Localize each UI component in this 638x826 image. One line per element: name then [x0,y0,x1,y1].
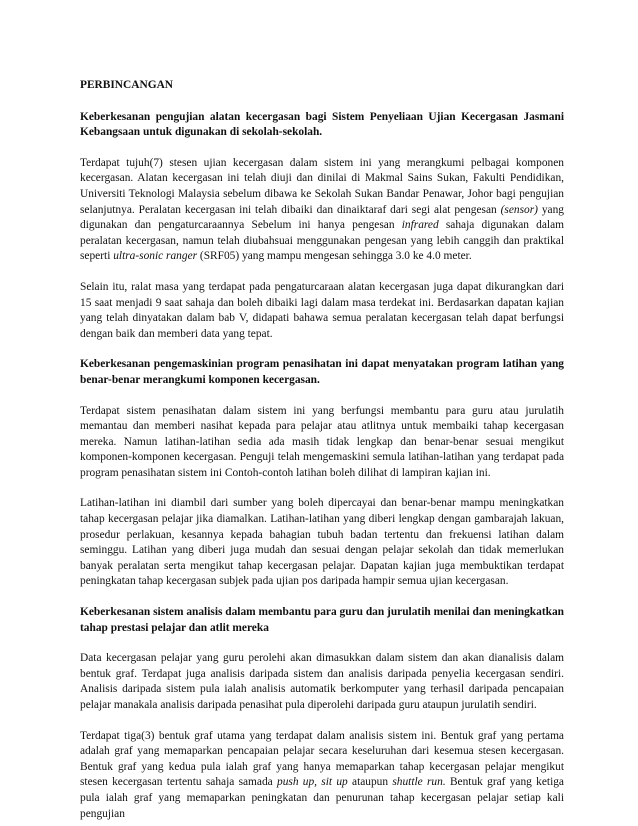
section-heading-1: Keberkesanan pengujian alatan kecergasan bagi Sistem Penyeliaan Ujian Kecergasan Jasmani Kebangsaan untuk digunakan di sekolah-sekolah. [80,110,564,139]
section-2-paragraph-2: Latihan-latihan ini diambil dari sumber yang boleh dipercayai dan benar-benar mampu meningkatkan tahap kecergasan pelajar jika diamalkan. Latihan-latihan yang diberi lengkap dengan gambarajah lakuan, prosedur perlakuan, kesannya kepada bahagian tubuh badan tertentu dan frekuensi latihan dalam seminggu. Latihan yang diberi juga mudah dan sesuai dengan pelajar sekolah dan tidak memerlukan banyak peralatan serta mengikut tahap kecergasan pelajar. Dapatan kajian juga membuktikan terdapat peningkatan tahap kecergasan subjek pada ujian pos daripada hampir semua ujian kecergasan. [80,497,564,588]
section-2-paragraph-1: Terdapat sistem penasihatan dalam sistem ini yang berfungsi membantu para guru atau jurulatih memantau dan memberi nasihat kepada para pelajar atau atlitnya untuk membaiki tahap kecergasan mereka. Namun latihan-latihan sedia ada masih tidak lengkap dan benar-benar sesuai mengikut komponen-komponen kecergasan. Penguji telah mengemaskini semula latihan-latihan yang terdapat pada program penasihatan sistem ini Contoh-contoh latihan boleh dilihat di lampiran kajian ini. [80,404,564,479]
document-title: PERBINCANGAN [80,79,174,91]
section-1-paragraph-2: Selain itu, ralat masa yang terdapat pada pengaturcaraan alatan kecergasan juga dapat dikurangkan dari 15 saat menjadi 9 saat sahaja dan boleh dibaiki lagi dalam masa terdekat ini. Berdasarkan dapatan kajian yang telah dinyatakan dalam bab V, didapati bahawa semua peralatan kecergasan telah dapat berfungsi dengan baik dan memberi data yang tepat. [80,280,564,340]
section-1-paragraph-1: Terdapat tujuh(7) stesen ujian kecergasan dalam sistem ini yang merangkumi pelbagai komponen kecergasan. Alatan kecergasan ini telah diuji dan dinilai di Makmal Sains Sukan, Fakulti Pendidikan, Universiti Teknologi Malaysia sebelum dibawa ke Sekolah Sukan Bandar Penawar, Johor bagi pengujian selanjutnya. Peralatan kecergasan ini telah dibaiki dan dinaiktaraf dari segi alat pengesan (sensor) yang digunakan dan pengaturcaraannya Sebelum ini hanya pengesan infrared sahaja digunakan dalam peralatan kecergasan, namun telah diubahsuai menggunakan pengesan yang lebih canggih dan praktikal seperti ultra-sonic ranger (SRF05) yang mampu mengesan sehingga 3.0 ke 4.0 meter. [80,156,564,263]
section-heading-2: Keberkesanan pengemaskinian program penasihatan ini dapat menyatakan program latihan yang benar-benar merangkumi komponen kecergasan. [80,358,564,386]
section-heading-3: Keberkesanan sistem analisis dalam membantu para guru dan jurulatih menilai dan meningkatkan tahap prestasi pelajar dan atlit mereka [80,606,564,634]
section-3-paragraph-2: Terdapat tiga(3) bentuk graf utama yang terdapat dalam analisis sistem ini. Bentuk graf yang pertama adalah graf yang memaparkan pencapaian pelajar secara keseluruhan dari kesemua stesen kecergasan. Bentuk graf yang kedua pula ialah graf yang hanya memaparkan tahap kecergasan pelajar mengikut stesen kecergasan tertentu sahaja samada push up, sit up ataupun shuttle run. Bentuk graf yang ketiga pula ialah graf yang memaparkan peningkatan dan penurunan tahap kecergasan pelajar setiap kali pengujian [80,729,564,820]
section-3-paragraph-1: Data kecergasan pelajar yang guru perolehi akan dimasukkan dalam sistem dan akan dianalisis dalam bentuk graf. Terdapat juga analisis daripada sistem dan analisis daripada penyelia kecergasan sendiri. Analisis daripada sistem pula ialah analisis automatik berkomputer yang terhasil daripada pencapaian pelajar manakala analisis daripada penasihat pula diperolehi daripada guru ataupun jurulatih sendiri. [80,652,564,711]
